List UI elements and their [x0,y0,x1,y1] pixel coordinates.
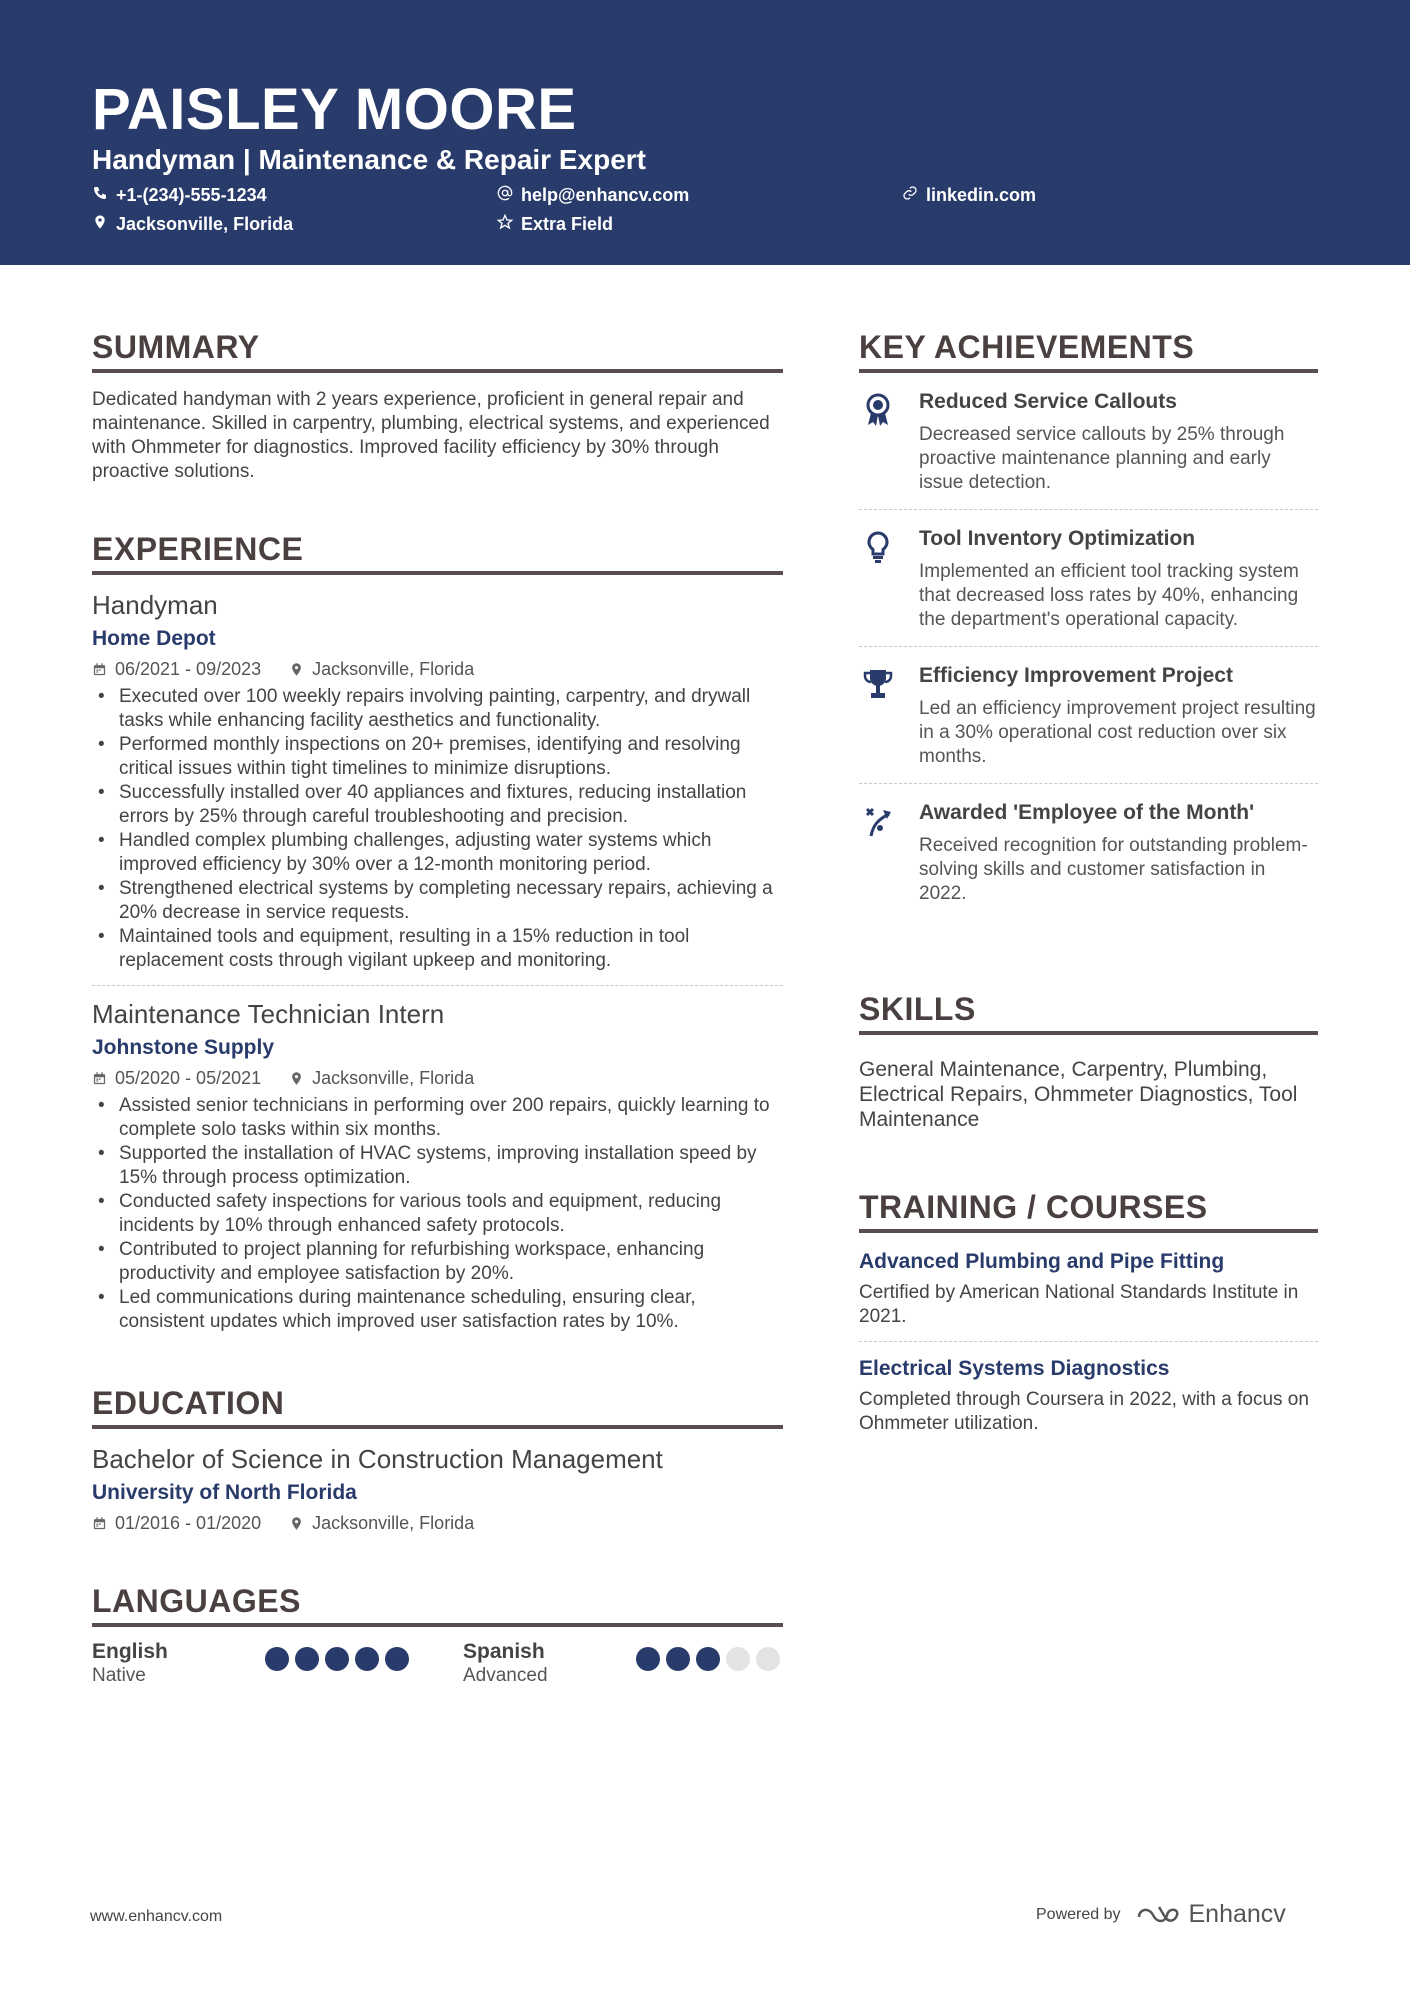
summary-text: Dedicated handyman with 2 years experience, proficient in general repair and maintenance. Skilled in carpentry, plumbing, electrical systems, and experienced with Ohmmeter for diagnostics. Improved facility efficiency by 30% through proactive solutions. [92,389,770,482]
list-item: • Performed monthly inspections on 20+ premises, identifying and resolving critical issues within tight timelines to minimize disruptions. [92,733,783,781]
job-meta [92,1067,783,1089]
contact-email[interactable]: help@enhancv.com [497,184,689,206]
education-meta [92,1512,783,1534]
language-name: English [92,1640,168,1663]
skills-list: General Maintenance, Carpentry, Plumbing, Electrical Repairs, Ohmmeter Diagnostics, Tool Maintenance [859,1058,1298,1131]
star-icon [497,213,513,235]
calendar-icon [92,1071,107,1086]
course-title: Electrical Systems Diagnostics [859,1357,1170,1380]
list-item: • Conducted safety inspections for various tools and equipment, reducing incidents by 10% through enhanced safety protocols. [92,1190,783,1238]
contact-website[interactable]: linkedin.com [902,184,1036,206]
language-rating [636,1647,780,1671]
job-dates: 05/2020 - 05/2021 [115,1068,262,1088]
achievement-text: Led an efficiency improvement project resulting in a 30% operational cost reduction over six months. [919,698,1316,767]
course-title: Advanced Plumbing and Pipe Fitting [859,1250,1225,1273]
map-pin-icon [289,662,304,677]
achievement-text: Implemented an efficient tool tracking system that decreased loss rates by 40%, enhancing the department's operational capacity. [919,561,1299,630]
achievement-item [859,800,1318,906]
education-heading: EDUCATION [92,1384,783,1429]
course-text: Completed through Coursera in 2022, with a focus on Ohmmeter utilization. [859,1389,1309,1434]
brand-name: Enhancv [1188,1900,1286,1928]
skills-section [859,990,1318,1132]
education-section [92,1384,783,1534]
language-item [463,1640,548,1688]
award-ribbon-icon [863,393,893,427]
divider [859,783,1318,784]
achievement-title: Efficiency Improvement Project [919,664,1233,687]
summary-section [92,328,783,484]
achievement-item [859,663,1318,769]
achievements-section [859,328,1318,906]
divider [859,646,1318,647]
list-item: • Supported the installation of HVAC systems, improving installation speed by 15% through process optimization. [92,1142,783,1190]
achievements-heading: KEY ACHIEVEMENTS [859,328,1318,373]
list-item: • Strengthened electrical systems by completing necessary repairs, achieving a 20% decrease in service requests. [92,877,783,925]
list-item: • Maintained tools and equipment, resulting in a 15% reduction in tool replacement costs through vigilant upkeep and monitoring. [92,925,783,973]
language-name: Spanish [463,1640,545,1663]
job-title: Handyman [92,590,218,620]
rating-dot-filled [666,1647,690,1671]
lightbulb-icon [863,530,893,564]
phone-icon [92,184,108,206]
experience-heading: EXPERIENCE [92,530,783,575]
divider [859,1341,1318,1342]
course-item [859,1356,1318,1436]
achievement-title: Tool Inventory Optimization [919,527,1196,550]
experience-section [92,530,783,1334]
language-rating [265,1647,409,1671]
job-company: Home Depot [92,627,216,650]
achievement-item [859,389,1318,495]
language-level: Advanced [463,1665,548,1686]
contact-phone[interactable]: +1-(234)-555-1234 [92,184,267,206]
achievement-text: Received recognition for outstanding problem-solving skills and customer satisfaction in 2022. [919,835,1308,904]
training-heading: TRAINING / COURSES [859,1188,1318,1233]
job-meta [92,658,783,680]
list-item: • Assisted senior technicians in performing over 200 repairs, quickly learning to complete solo tasks within six months. [92,1094,783,1142]
achievement-title: Reduced Service Callouts [919,390,1177,413]
list-item: • Contributed to project planning for refurbishing workspace, enhancing productivity and employee satisfaction by 20%. [92,1238,783,1286]
rating-dot-filled [265,1647,289,1671]
languages-heading: LANGUAGES [92,1582,783,1627]
job-entry [92,998,783,1334]
summary-heading: SUMMARY [92,328,783,373]
training-section [859,1188,1318,1436]
powered-by-label: Powered by [1036,1905,1121,1923]
at-icon [497,184,513,206]
contact-location: Jacksonville, Florida [92,213,293,235]
footer-brand[interactable] [1036,1900,1286,1929]
course-item [859,1249,1318,1329]
divider [859,509,1318,510]
link-icon [902,184,918,206]
list-item: • Handled complex plumbing challenges, adjusting water systems which improved efficiency by 30% over a 12-month monitoring period. [92,829,783,877]
job-bullets [92,1094,783,1334]
job-bullets [92,685,783,973]
achievement-title: Awarded 'Employee of the Month' [919,801,1255,824]
map-pin-icon [289,1516,304,1531]
education-school: University of North Florida [92,1481,357,1504]
job-title: Maintenance Technician Intern [92,999,445,1029]
divider [92,985,783,986]
education-location: Jacksonville, Florida [312,1513,475,1533]
enhancv-logo-icon [1135,1903,1181,1927]
list-item: • Led communications during maintenance scheduling, ensuring clear, consistent updates which improved user satisfaction rates by 10%. [92,1286,783,1334]
rating-dot-filled [295,1647,319,1671]
languages-section [92,1582,783,1702]
calendar-icon [92,1516,107,1531]
list-item: • Executed over 100 weekly repairs involving painting, carpentry, and drywall tasks while enhancing facility aesthetics and functionality. [92,685,783,733]
rating-dot-filled [636,1647,660,1671]
rating-dot-empty [756,1647,780,1671]
job-location: Jacksonville, Florida [312,659,475,679]
job-entry [92,589,783,973]
achievement-item [859,526,1318,632]
calendar-icon [92,662,107,677]
education-degree: Bachelor of Science in Construction Management [92,1444,663,1474]
skills-heading: SKILLS [859,990,1318,1035]
map-pin-icon [289,1071,304,1086]
rating-dot-filled [385,1647,409,1671]
map-pin-icon [92,213,108,235]
resume-header [0,0,1410,265]
contact-extra: Extra Field [497,213,613,235]
rating-dot-filled [325,1647,349,1671]
job-dates: 06/2021 - 09/2023 [115,659,262,679]
language-item [92,1640,168,1688]
education-dates: 01/2016 - 01/2020 [115,1513,262,1533]
footer-website[interactable]: www.enhancv.com [90,1908,223,1925]
job-company: Johnstone Supply [92,1036,275,1059]
job-location: Jacksonville, Florida [312,1068,475,1088]
strategy-arrow-icon [863,804,893,838]
list-item: • Successfully installed over 40 appliances and fixtures, reducing installation errors by 25% through careful troubleshooting and precision. [92,781,783,829]
rating-dot-filled [696,1647,720,1671]
candidate-name: PAISLEY MOORE [92,77,577,142]
rating-dot-empty [726,1647,750,1671]
trophy-icon [863,667,893,701]
candidate-title: Handyman | Maintenance & Repair Expert [92,144,646,175]
course-text: Certified by American National Standards Institute in 2021. [859,1282,1299,1327]
language-level: Native [92,1665,146,1686]
achievement-text: Decreased service callouts by 25% through proactive maintenance planning and early issue detection. [919,424,1285,493]
rating-dot-filled [355,1647,379,1671]
